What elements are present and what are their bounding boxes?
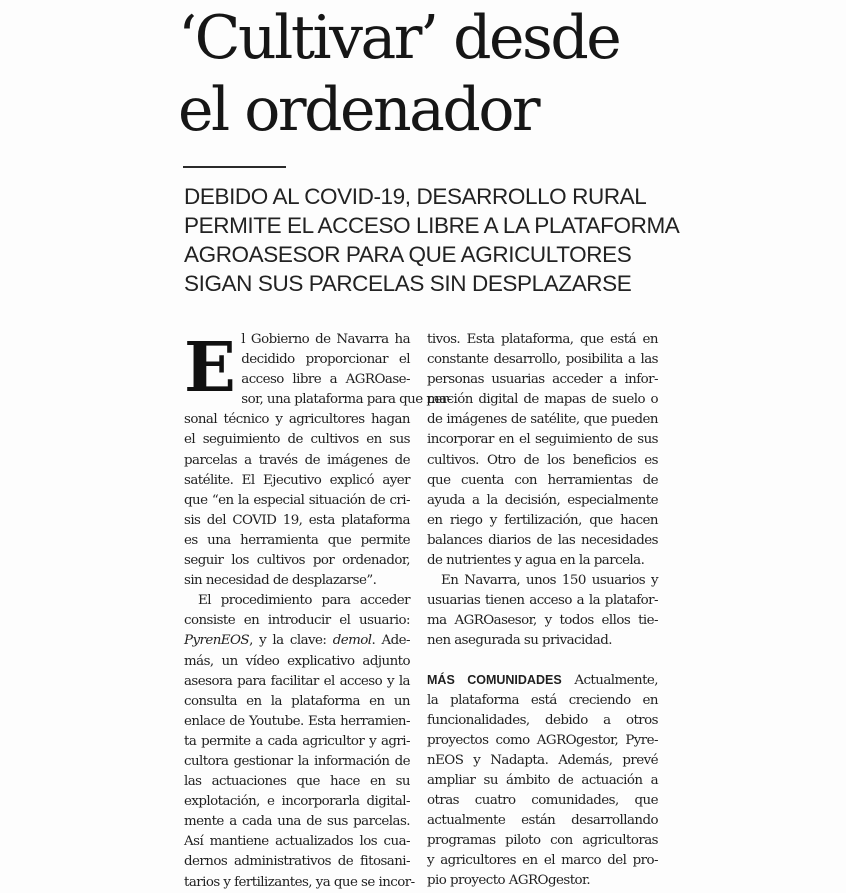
text-line: ta permite a cada agricultor y agri-	[184, 733, 410, 749]
text-line: balances diarios de las necesidades	[427, 532, 658, 548]
text-line: Así mantiene actualizados los cua-	[184, 834, 410, 850]
text-line: decidido proporcionar el	[241, 352, 410, 368]
text-line: explotación, e incorporarla digital-	[184, 794, 410, 810]
text-line: asesora para facilitar el acceso y la	[184, 673, 410, 689]
password-value: demol	[332, 633, 372, 649]
text-line	[427, 670, 658, 691]
text-line: nEOS y Nadapta. Además, prevé	[427, 752, 658, 768]
text-line: y agricultores en el marco del pro-	[427, 853, 658, 869]
text-line: personas usuarias acceder a infor-	[427, 372, 658, 388]
text-line: acceso libre a AGROase-	[241, 372, 410, 388]
text-line: sin necesidad de desplazarse”.	[184, 573, 377, 589]
text-line: actualmente están desarrollando	[427, 813, 658, 829]
section-gap	[427, 652, 658, 670]
text-line: de imágenes de satélite, que pueden	[427, 412, 658, 428]
headline-line: el ordenador	[178, 75, 539, 145]
headline-line: ‘Cultivar’ desde	[178, 3, 620, 73]
article-column-2	[427, 330, 658, 889]
text-line: pio proyecto AGROgestor.	[427, 873, 591, 889]
text-line: cultivos. Otro de los beneficios es	[427, 452, 658, 468]
drop-cap: E	[184, 328, 236, 408]
text-line: seguir los cultivos por ordenador,	[184, 553, 410, 569]
text-line: En Navarra, unos 150 usuarios y	[441, 573, 658, 589]
text-line: mente a cada una de sus parcelas.	[184, 814, 410, 830]
text-line	[184, 631, 410, 651]
text-line: consulta en la plataforma en un	[184, 693, 410, 709]
text-line: constante desarrollo, posibilita a las	[427, 352, 658, 368]
text-line: ampliar su ámbito de actuación a	[427, 772, 658, 788]
text-fragment: . Ade-	[371, 633, 410, 649]
text-line: que “en la especial situación de cri-	[184, 492, 410, 508]
text-line: proyectos como AGROgestor, Pyre-	[427, 732, 658, 748]
text-line: el seguimiento de cultivos en sus	[184, 432, 410, 448]
text-line: la plataforma está creciendo en	[427, 692, 658, 708]
text-line: mación digital de mapas de suelo o	[427, 392, 658, 408]
text-line: l Gobierno de Navarra ha	[241, 332, 410, 347]
headline	[178, 2, 838, 146]
text-line: es una herramienta que permite	[184, 532, 410, 548]
divider	[183, 166, 286, 168]
text-fragment: , y la clave:	[249, 633, 333, 649]
text-line: ayuda a la decisión, especialmente	[427, 492, 658, 508]
subhead-line: DEBIDO AL COVID-19, DESARROLLO RURAL	[184, 184, 647, 209]
text-line: satélite. El Ejecutivo explicó ayer	[184, 472, 410, 488]
text-line: ma AGROasesor, y todos ellos tie-	[427, 613, 658, 629]
text-line: las actuaciones que hace en su	[184, 774, 410, 790]
text-line: sis del COVID 19, esta plataforma	[184, 512, 410, 528]
text-line: de nutrientes y agua en la parcela.	[427, 553, 645, 569]
text-line: sor, una plataforma para que per-	[241, 392, 452, 408]
subhead-line: AGROASESOR PARA QUE AGRICULTORES	[184, 242, 632, 267]
text-line: tarios y fertilizantes, ya que se incor-	[184, 874, 415, 890]
text-line: que cuenta con herramientas de	[427, 472, 658, 488]
section-label: MÁS COMUNIDADES	[427, 672, 562, 687]
text-line: usuarias tienen acceso a la platafor-	[427, 593, 658, 609]
text-line: programas piloto con agricultoras	[427, 833, 658, 849]
text-line: tivos. Esta plataforma, que está en	[427, 332, 658, 347]
text-line: funcionalidades, debido a otros	[427, 712, 658, 728]
text-line: dernos administrativos de fitosani-	[184, 854, 410, 870]
username-value: PyrenEOS	[184, 633, 250, 649]
text-line: nen asegurada su privacidad.	[427, 633, 612, 649]
text-line: incorporar en el seguimiento de sus	[427, 432, 658, 448]
subhead-line: SIGAN SUS PARCELAS SIN DESPLAZARSE	[184, 271, 632, 296]
text-line: cultora gestionar la información de	[184, 753, 410, 769]
text-fragment: Actualmente,	[561, 672, 658, 688]
text-line: El procedimiento para acceder	[198, 593, 410, 609]
text-line: otras cuatro comunidades, que	[427, 793, 658, 809]
article-column-1	[184, 328, 452, 890]
text-line: parcelas a través de imágenes de	[184, 452, 410, 468]
subhead-line: PERMITE EL ACCESO LIBRE A LA PLATAFORMA	[184, 213, 680, 238]
text-line: en riego y fertilización, que hacen	[427, 512, 658, 528]
subheadline	[184, 182, 834, 298]
text-line: más, un vídeo explicativo adjunto	[184, 653, 410, 669]
text-line: consiste en introducir el usuario:	[184, 613, 410, 629]
text-line: enlace de Youtube. Esta herramien-	[184, 713, 410, 729]
text-line: sonal técnico y agricultores hagan	[184, 412, 410, 428]
